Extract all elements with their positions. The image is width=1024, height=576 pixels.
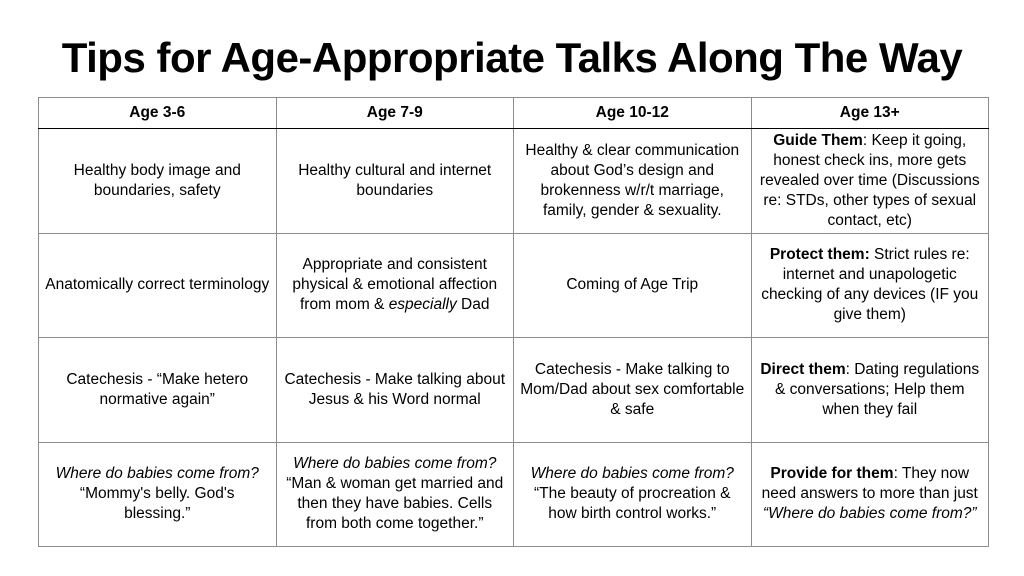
table-cell xyxy=(514,233,752,338)
cell-text: : Dating regulations & conversations; Help them when they fail xyxy=(774,360,980,418)
cell-emphasis-text: Where do babies come from? xyxy=(55,465,259,483)
column-header-age-10-12: Age 10-12 xyxy=(514,98,752,129)
header-row xyxy=(39,98,989,129)
table-cell xyxy=(514,442,752,547)
table-cell xyxy=(276,338,514,443)
table-cell xyxy=(751,338,989,443)
cell-text: Appropriate and consistent physical & emotional affection from mom & xyxy=(292,256,498,314)
table-cell xyxy=(514,338,752,443)
table-row xyxy=(39,129,989,234)
cell-text: “The beauty of procreation & how birth control works.” xyxy=(534,485,731,523)
cell-text: : Keep it going, honest check ins, more gets revealed over time (Discussions re: STDs, other types of sexual contact, etc) xyxy=(759,131,980,229)
cell-text: “Man & woman get married and then they have babies. Cells from both come together.” xyxy=(286,475,504,533)
cell-text: Healthy & clear communication about God’s design and brokenness w/r/t marriage, family, gender & sexuality. xyxy=(525,141,740,219)
table-row xyxy=(39,338,989,443)
table-row xyxy=(39,233,989,338)
cell-emphasis-text: “Where do babies come from?” xyxy=(762,505,977,523)
cell-text: Strict rules re: internet and unapologetic checking of any devices (IF you give them) xyxy=(761,246,979,324)
table-cell xyxy=(751,442,989,547)
cell-text: Catechesis - Make talking about Jesus & his Word normal xyxy=(284,370,506,408)
cell-lead-label: Protect them: xyxy=(769,246,870,264)
table-cell xyxy=(276,233,514,338)
cell-lead-label: Provide for them xyxy=(770,465,894,483)
table-cell xyxy=(39,129,277,234)
table-cell xyxy=(39,233,277,338)
tips-table xyxy=(38,97,989,547)
cell-text: Dad xyxy=(456,296,490,314)
slide-title: Tips for Age-Appropriate Talks Along The Way xyxy=(61,34,963,81)
cell-text: Catechesis - Make talking to Mom/Dad about sex comfortable & safe xyxy=(520,360,745,418)
column-header-age-3-6: Age 3-6 xyxy=(39,98,277,129)
table-cell xyxy=(276,442,514,547)
cell-text: Healthy body image and boundaries, safety xyxy=(73,161,241,199)
table-cell xyxy=(39,442,277,547)
cell-emphasis-text: especially xyxy=(388,296,457,314)
cell-lead-label: Guide Them xyxy=(773,131,863,149)
cell-text: Coming of Age Trip xyxy=(566,276,699,294)
table-cell xyxy=(39,338,277,443)
cell-text: Healthy cultural and internet boundaries xyxy=(298,161,492,199)
cell-text: : They now need answers to more than just xyxy=(761,465,978,503)
cell-text: Anatomically correct terminology xyxy=(45,276,270,294)
cell-emphasis-text: Where do babies come from? xyxy=(293,455,497,473)
table-cell xyxy=(751,233,989,338)
column-header-age-13-plus: Age 13+ xyxy=(751,98,989,129)
table-cell xyxy=(514,129,752,234)
cell-text: “Mommy's belly. God's blessing.” xyxy=(79,485,235,523)
cell-emphasis-text: Where do babies come from? xyxy=(530,465,734,483)
cell-text: Catechesis - “Make hetero normative again” xyxy=(66,370,249,408)
table-cell xyxy=(276,129,514,234)
cell-lead-label: Direct them xyxy=(760,360,846,378)
column-header-age-7-9: Age 7-9 xyxy=(276,98,514,129)
table-row xyxy=(39,442,989,547)
table-cell xyxy=(751,129,989,234)
